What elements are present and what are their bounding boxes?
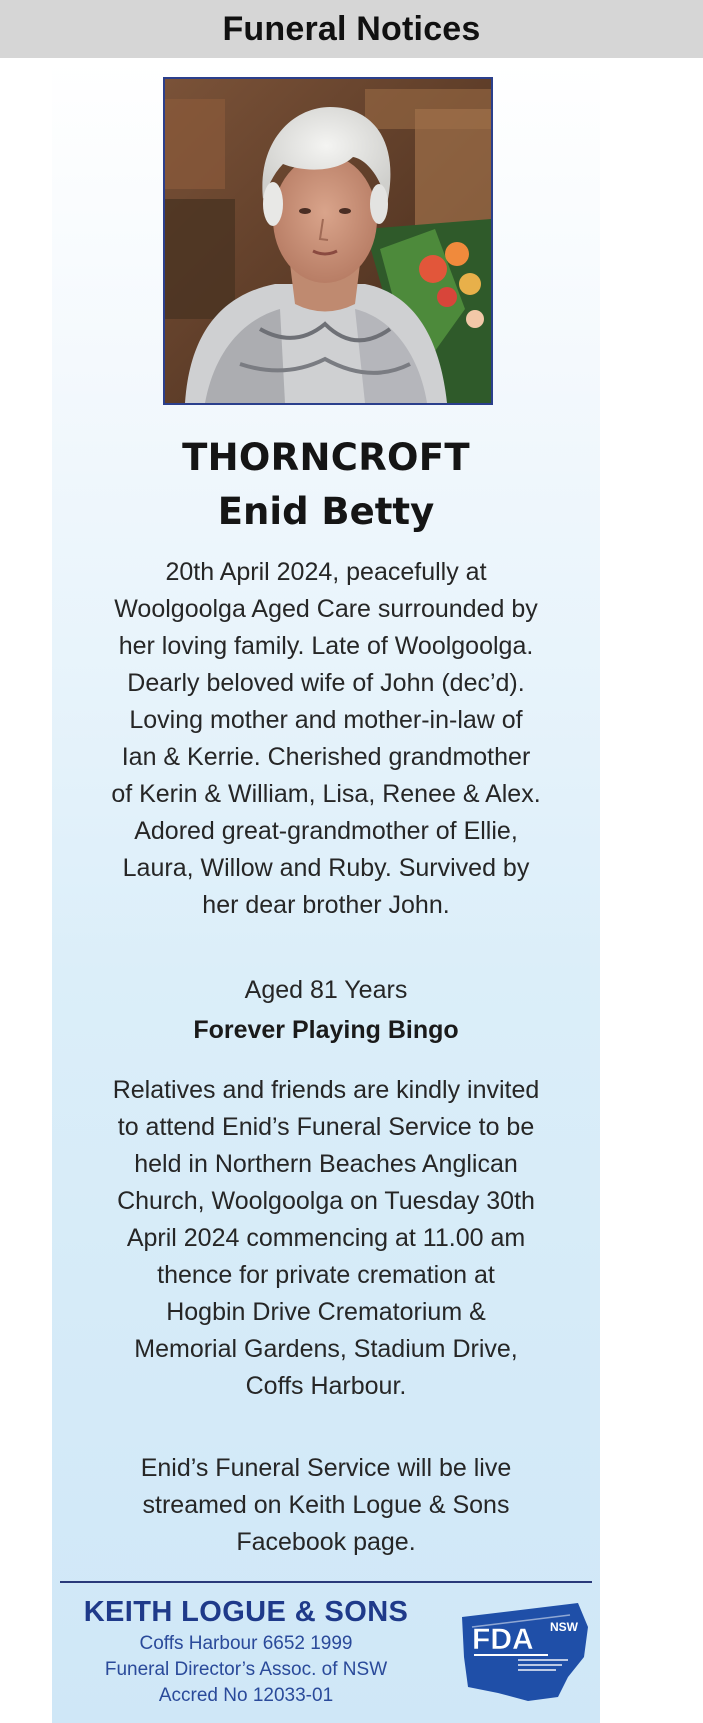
fda-logo-state: NSW [550, 1620, 578, 1634]
funeral-director-accreditation: Accred No 12033-01 [158, 1685, 334, 1706]
epitaph-text: Forever Playing Bingo [193, 1016, 459, 1044]
funeral-director-name: KEITH LOGUE & SONS [83, 1596, 409, 1628]
funeral-director-association: Funeral Director’s Assoc. of NSW [104, 1659, 388, 1680]
service-details-text: Relatives and friends are kindly invited to attend Enid’s Funeral Service to be held in Northern Beaches Anglican Church, Woolgoolga on Tuesday 30th April 2024 commencing at 11.00 am thence for private cremation at Hogbin Drive Crematorium & Memorial Gardens, Stadium Drive, Coffs Harbour. [112, 1076, 540, 1400]
announcement-text: 20th April 2024, peacefully at Woolgoolga Aged Care surrounded by her loving family. Late of Woolgoolga. Dearly beloved wife of John (dec’d). Loving mother and mother-in-law of Ian & Kerrie. Cherished grandmother of Kerin & William, Lisa, Renee & Alex. Adored great-grandmother of Ellie, Laura, Willow and Ruby. Survived by her dear brother John. [111, 558, 541, 919]
fda-nsw-logo [458, 1597, 592, 1707]
fda-logo-letters: FDA [472, 1623, 534, 1656]
age-text: Aged 81 Years [244, 976, 408, 1004]
divider [60, 1581, 592, 1583]
section-title: Funeral Notices [222, 9, 481, 48]
portrait-illustration [165, 79, 491, 403]
section-header [0, 0, 703, 58]
funeral-director-phone: Coffs Harbour 6652 1999 [139, 1633, 353, 1654]
portrait-photo [163, 77, 493, 405]
deceased-surname: THORNCROFT [182, 436, 470, 479]
livestream-text: Enid’s Funeral Service will be live streamed on Keith Logue & Sons Facebook page. [140, 1454, 512, 1556]
deceased-given-names: Enid Betty [217, 490, 435, 533]
